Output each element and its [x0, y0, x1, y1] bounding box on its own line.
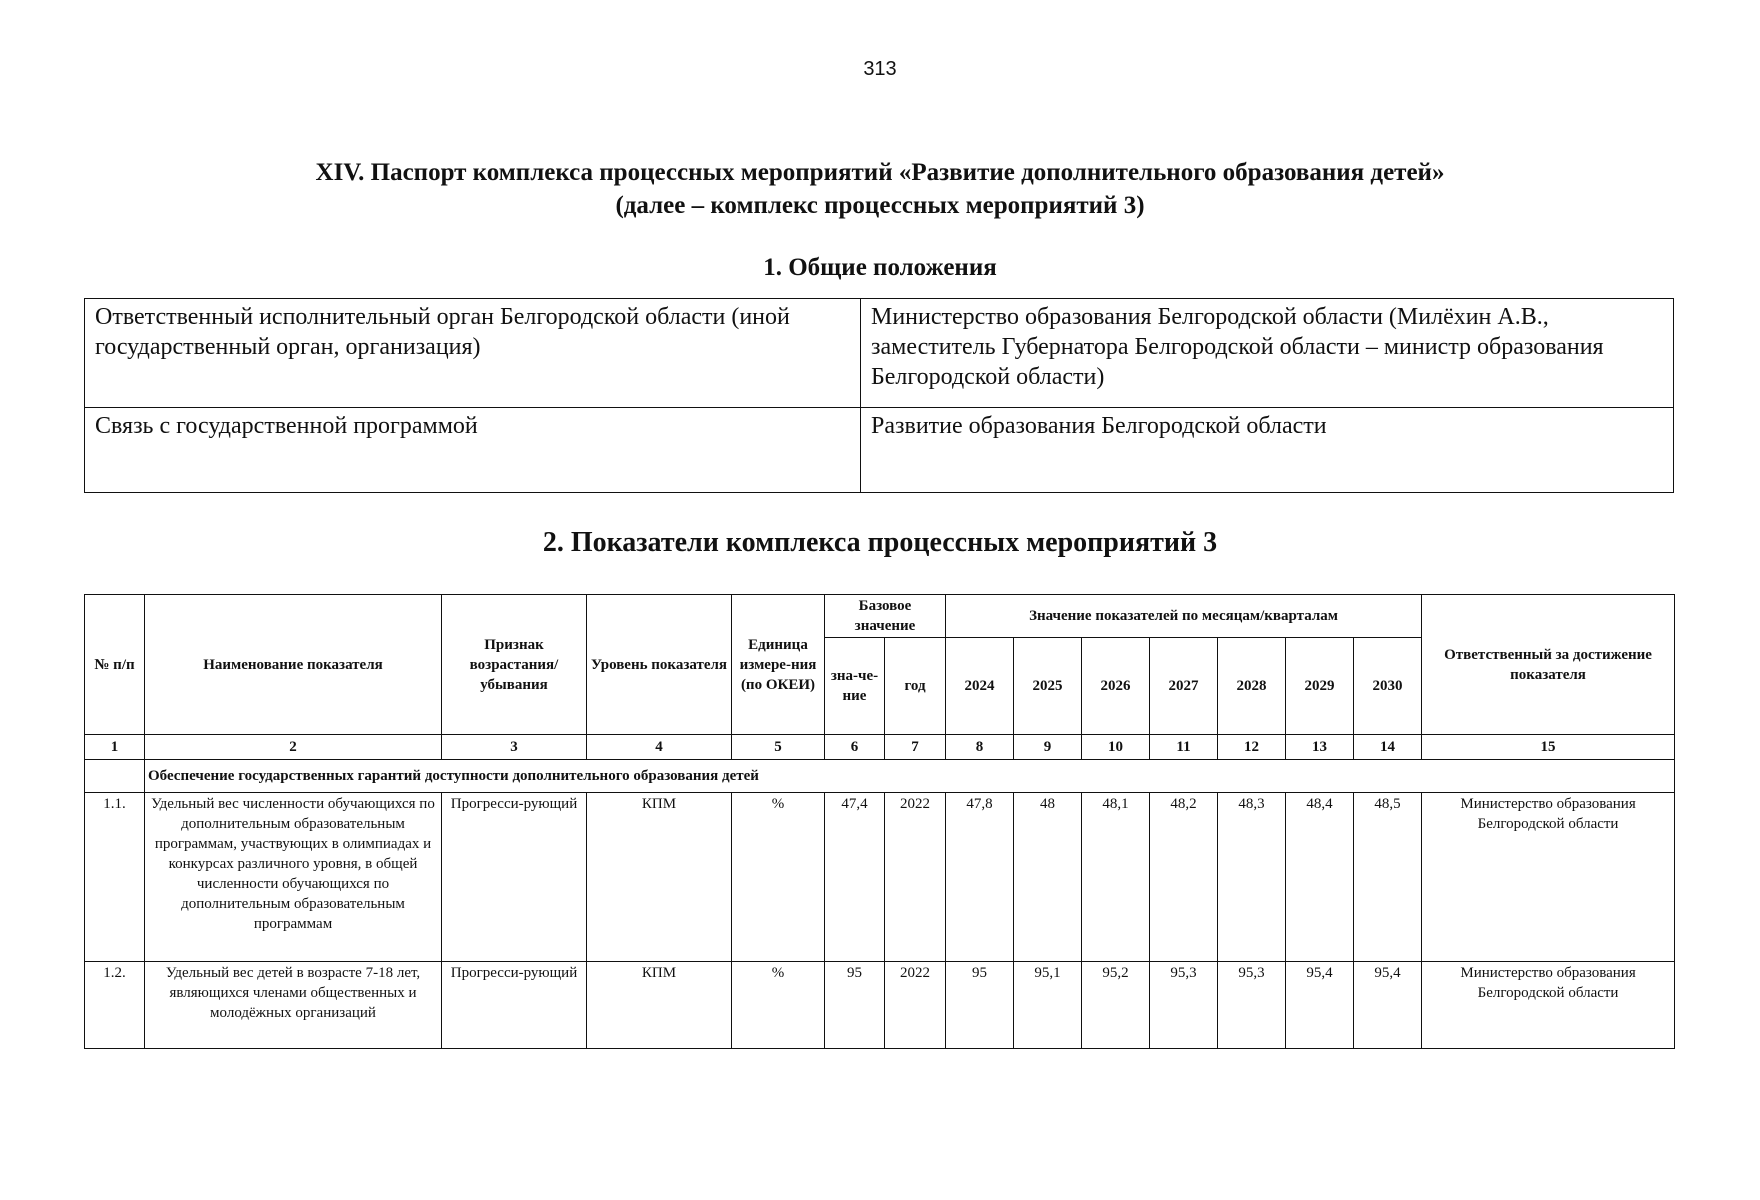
column-number: 5: [732, 735, 825, 760]
header-year: 2024: [946, 638, 1014, 735]
header-row-1: [85, 595, 1675, 638]
column-number: 10: [1082, 735, 1150, 760]
row-num: 1.2.: [85, 962, 145, 1049]
column-number: 13: [1286, 735, 1354, 760]
row-value-2029: 48,4: [1286, 793, 1354, 962]
row-base-value: 47,4: [825, 793, 885, 962]
header-year: 2026: [1082, 638, 1150, 735]
row-value-2029: 95,4: [1286, 962, 1354, 1049]
header-trend: Признак возрастания/ убывания: [442, 595, 587, 735]
header-year: 2025: [1014, 638, 1082, 735]
general-value: Развитие образования Белгородской области: [861, 408, 1674, 493]
header-values-by-period: Значение показателей по месяцам/кварталам: [946, 595, 1422, 638]
row-value-2024: 47,8: [946, 793, 1014, 962]
general-row-program-link: [85, 408, 1674, 493]
column-number: 15: [1422, 735, 1675, 760]
header-base: Базовое значение: [825, 595, 946, 638]
column-number: 1: [85, 735, 145, 760]
row-value-2028: 48,3: [1218, 793, 1286, 962]
general-label: Связь с государственной программой: [85, 408, 861, 493]
row-name: Удельный вес численности обучающихся по дополнительным образовательным программам, участвующих в олимпиадах и конкурсах различного уровня, в общей численности обучающихся по дополнительным образовательным программам: [145, 793, 442, 962]
group-title-row: [85, 760, 1675, 793]
column-number: 7: [885, 735, 946, 760]
section-2-title: 2. Показатели комплекса процессных мероприятий 3: [542, 527, 1218, 558]
header-base-year: год: [885, 638, 946, 735]
column-number: 6: [825, 735, 885, 760]
row-value-2028: 95,3: [1218, 962, 1286, 1049]
header-year: 2028: [1218, 638, 1286, 735]
row-name: Удельный вес детей в возрасте 7-18 лет, являющихся членами общественных и молодёжных организаций: [145, 962, 442, 1049]
row-value-2027: 95,3: [1150, 962, 1218, 1049]
column-number: 9: [1014, 735, 1082, 760]
row-num: 1.1.: [85, 793, 145, 962]
row-value-2026: 95,2: [1082, 962, 1150, 1049]
header-num: № п/п: [85, 595, 145, 735]
row-unit: %: [732, 793, 825, 962]
section-1-title: 1. Общие положения: [763, 254, 997, 281]
column-number: 8: [946, 735, 1014, 760]
row-base-year: 2022: [885, 793, 946, 962]
header-unit: Единица измере-ния (по ОКЕИ): [732, 595, 825, 735]
general-label: Ответственный исполнительный орган Белгородской области (иной государственный орган, организация): [85, 299, 861, 408]
header-year: 2029: [1286, 638, 1354, 735]
column-number: 14: [1354, 735, 1422, 760]
column-number: 12: [1218, 735, 1286, 760]
indicators-table: [84, 594, 1675, 1049]
column-number: 3: [442, 735, 587, 760]
group-title: Обеспечение государственных гарантий доступности дополнительного образования детей: [145, 760, 1675, 793]
document-title-line-2: (далее – комплекс процессных мероприятий 3): [615, 192, 1145, 219]
column-numbers-row: [85, 735, 1675, 760]
row-base-year: 2022: [885, 962, 946, 1049]
header-level: Уровень показателя: [587, 595, 732, 735]
header-year: 2027: [1150, 638, 1218, 735]
column-number: 2: [145, 735, 442, 760]
row-responsible: Министерство образования Белгородской области: [1422, 962, 1675, 1049]
column-number: 11: [1150, 735, 1218, 760]
header-name: Наименование показателя: [145, 595, 442, 735]
header-base-value: зна-че-ние: [825, 638, 885, 735]
row-level: КПМ: [587, 962, 732, 1049]
table-row: [85, 793, 1675, 962]
header-responsible: Ответственный за достижение показателя: [1422, 595, 1675, 735]
row-value-2030: 48,5: [1354, 793, 1422, 962]
row-value-2025: 95,1: [1014, 962, 1082, 1049]
general-value: Министерство образования Белгородской области (Милёхин А.В., заместитель Губернатора Белгородской области – министр образования Белгородской области): [861, 299, 1674, 408]
document-title: [80, 156, 1680, 222]
row-value-2030: 95,4: [1354, 962, 1422, 1049]
column-number: 4: [587, 735, 732, 760]
row-level: КПМ: [587, 793, 732, 962]
row-unit: %: [732, 962, 825, 1049]
row-trend: Прогресси-рующий: [442, 793, 587, 962]
row-value-2026: 48,1: [1082, 793, 1150, 962]
row-responsible: Министерство образования Белгородской области: [1422, 793, 1675, 962]
general-row-responsible: [85, 299, 1674, 408]
general-provisions-table: [84, 298, 1674, 493]
row-value-2024: 95: [946, 962, 1014, 1049]
table-row: [85, 962, 1675, 1049]
row-value-2025: 48: [1014, 793, 1082, 962]
group-empty-cell: [85, 760, 145, 793]
row-trend: Прогресси-рующий: [442, 962, 587, 1049]
document-title-line-1: XIV. Паспорт комплекса процессных мероприятий «Развитие дополнительного образования детей»: [315, 159, 1445, 186]
row-base-value: 95: [825, 962, 885, 1049]
header-year: 2030: [1354, 638, 1422, 735]
row-value-2027: 48,2: [1150, 793, 1218, 962]
page-number: 313: [863, 58, 897, 80]
